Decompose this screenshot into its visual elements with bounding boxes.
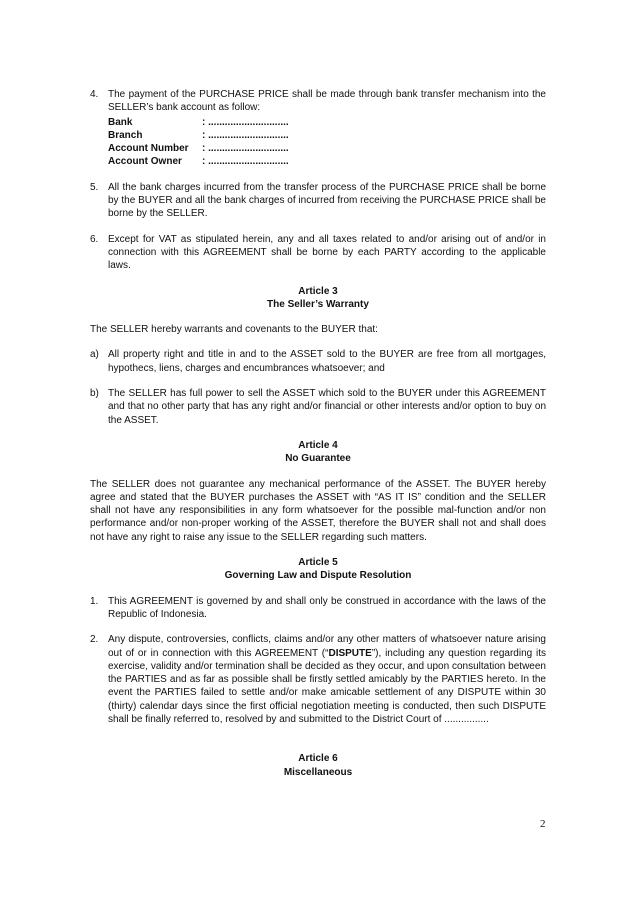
- article-number: Article 6: [298, 753, 338, 765]
- article-number: Article 5: [298, 557, 338, 569]
- item-letter: b): [90, 388, 99, 400]
- clause-number: 6.: [90, 233, 99, 245]
- branch-label: Branch: [108, 129, 143, 141]
- item-text: [108, 633, 546, 726]
- clause-text: The payment of the PURCHASE PRICE shall be made through bank transfer mechanism into the SELLER’s bank account as follow:: [108, 89, 546, 114]
- item-text-before: Any dispute, controversies, conflicts, claims and/or any other matters of whatsoever nature arising out of or in connection with this AGREEMENT (“: [108, 634, 546, 659]
- bank-row: [108, 116, 546, 129]
- warranty-item-b: [90, 387, 546, 427]
- article-title: Miscellaneous: [283, 766, 353, 778]
- bank-details-table: [108, 116, 546, 169]
- bank-label: Bank: [108, 116, 133, 128]
- account-owner-row: [108, 155, 546, 168]
- item-text-after: ”), including any question regarding its exercise, validity and/or termination shall be decided as they occur, and upon consultation between the PARTIES and as far as possible shall be firstly settled amicably by the PARTIES hereto. In the event the PARTIES failed to settle and/or make amicable settlement of any DISPUTE within 30 (thirty) calendar days since the first official negotiation meeting is conducted, then such DISPUTE shall be finally referred to, resolved by and submitted to the District Court of ................: [108, 647, 547, 725]
- article-5-heading: [90, 556, 546, 583]
- governing-law-item-2: [90, 633, 546, 726]
- branch-row: [108, 129, 546, 142]
- article-number: Article 3: [298, 285, 338, 297]
- clause-text: Except for VAT as stipulated herein, any and all taxes related to and/or arising out of and/or in connection with this AGREEMENT shall be borne by each PARTY according to the applicable laws.: [108, 233, 546, 272]
- clause-text: All the bank charges incurred from the transfer process of the PURCHASE PRICE shall be borne by the BUYER and all the bank charges of incurred from receiving the PURCHASE PRICE shall be borne by the SELLER.: [108, 181, 546, 220]
- article-6-heading: [90, 752, 546, 779]
- clause-number: 4.: [90, 89, 99, 100]
- account-owner-value: : .............................: [202, 156, 289, 168]
- clause-6: [90, 233, 546, 273]
- article-3-heading: [90, 285, 546, 312]
- clause-5: [90, 181, 546, 221]
- account-number-row: [108, 142, 546, 155]
- defined-term-dispute: DISPUTE: [328, 647, 372, 659]
- article-title: The Seller’s Warranty: [267, 298, 369, 310]
- item-text: This AGREEMENT is governed by and shall only be construed in accordance with the laws of the Republic of Indonesia.: [108, 595, 546, 620]
- clause-number: 5.: [90, 181, 99, 193]
- article-4-text: The SELLER does not guarantee any mechanical performance of the ASSET. The BUYER hereby agree and stated that the BUYER purchases the ASSET with “AS IT IS” condition and the SELLER shall not have any responsibilities in any form whatsoever for the possible mal-function and/or non performance and/or non-proper working of the ASSET, therefore the BUYER shall not and shall does not have any right to raise any issue to the SELLER regarding such matters.: [90, 478, 546, 543]
- article-4-heading: [90, 439, 546, 466]
- article-title: Governing Law and Dispute Resolution: [224, 570, 412, 582]
- page-number: 2: [540, 818, 546, 830]
- item-text: All property right and title in and to the ASSET sold to the BUYER are free from all mortgages, hypothecs, liens, charges and encumbrances whatsoever; and: [108, 349, 546, 374]
- warranty-item-a: [90, 348, 546, 375]
- branch-value: : .............................: [202, 129, 289, 141]
- item-text: The SELLER has full power to sell the ASSET which sold to the BUYER under this AGREEMENT and that no other party that has any right and/or financial or other interests and/or option to buy on the ASSET.: [108, 388, 546, 426]
- article-title: No Guarantee: [285, 453, 351, 465]
- document-body: [90, 88, 546, 791]
- bank-value: : .............................: [202, 116, 289, 128]
- account-number-label: Account Number: [108, 143, 189, 155]
- item-number: 2.: [90, 634, 99, 646]
- account-owner-label: Account Owner: [108, 156, 182, 168]
- clause-body: [108, 88, 546, 169]
- article-number: Article 4: [298, 439, 338, 451]
- item-number: 1.: [90, 595, 99, 607]
- item-letter: a): [90, 349, 99, 361]
- clause-4: [90, 88, 546, 169]
- account-number-value: : .............................: [202, 143, 289, 155]
- article-3-intro: The SELLER hereby warrants and covenants to the BUYER that:: [90, 324, 378, 336]
- governing-law-item-1: [90, 595, 546, 622]
